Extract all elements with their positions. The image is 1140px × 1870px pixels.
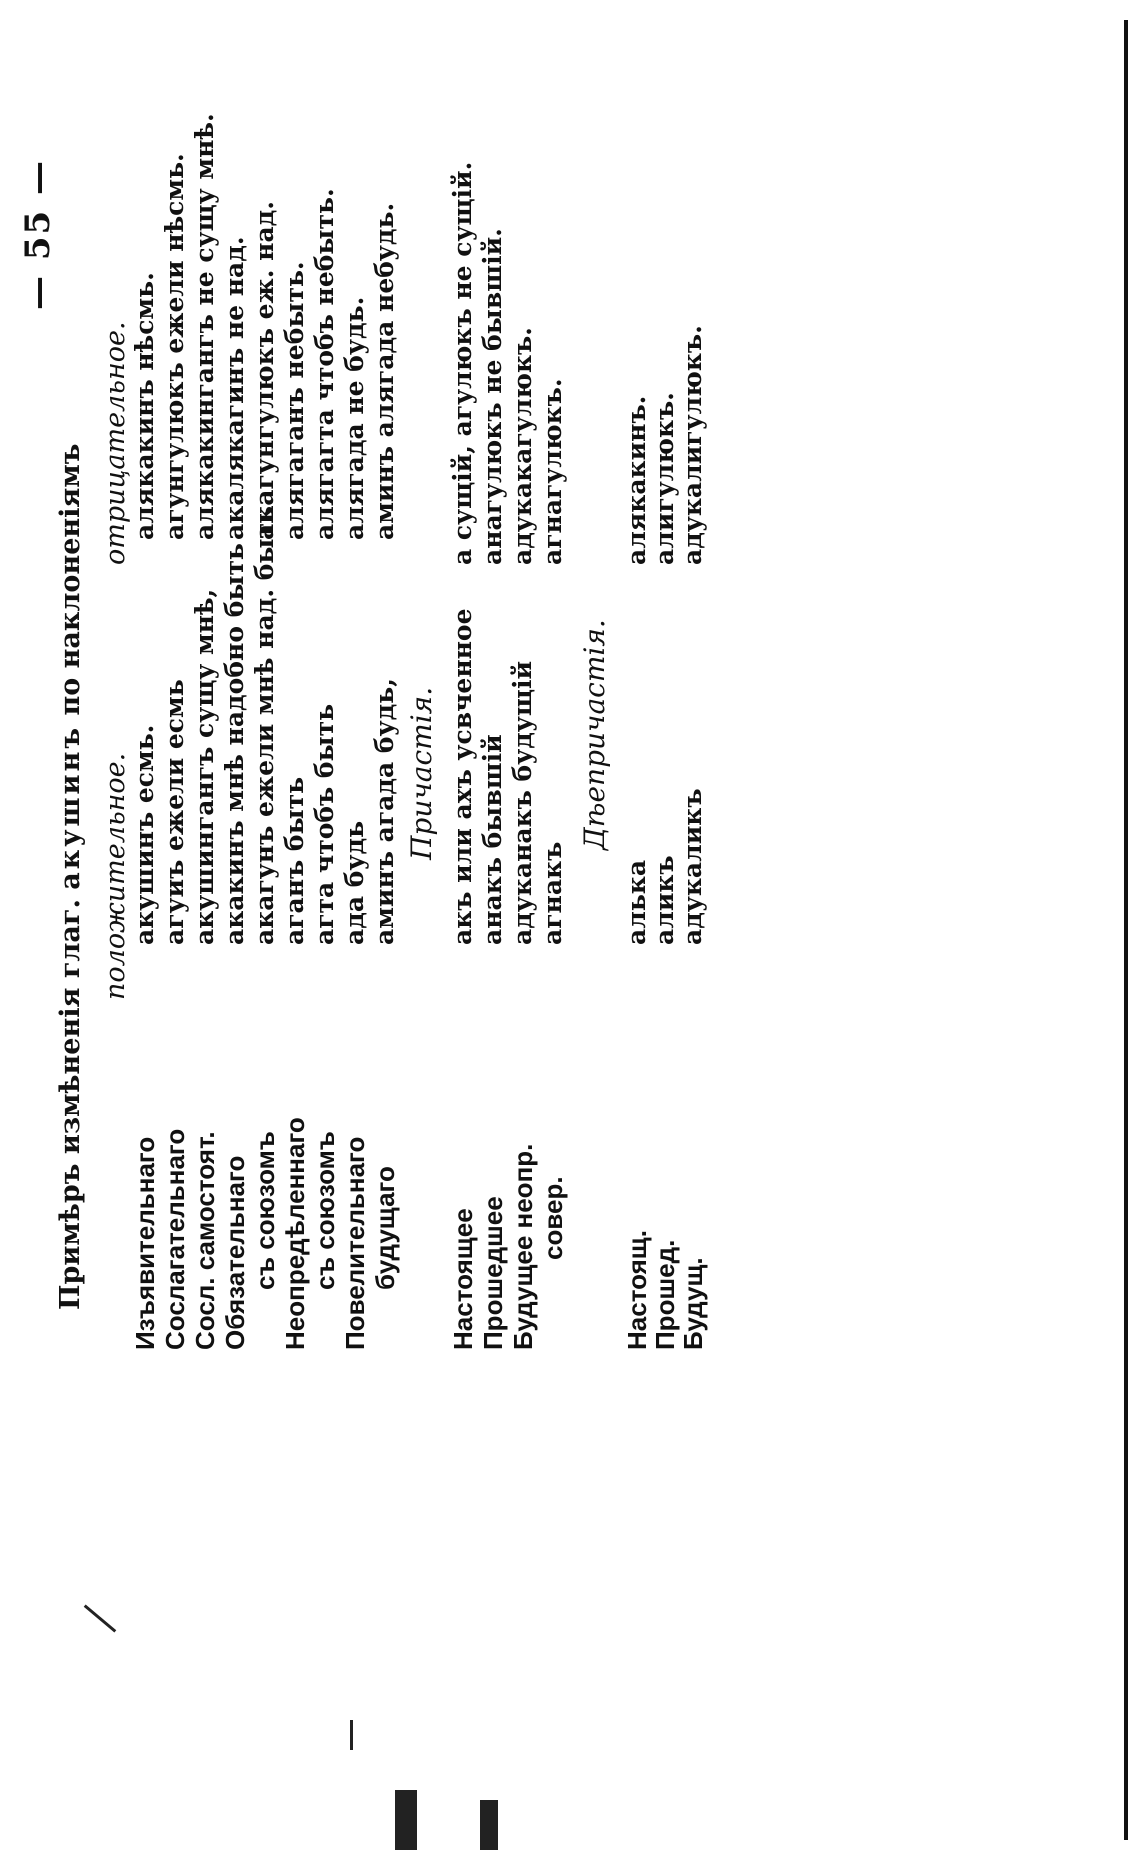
gerund-negative: алигулюкъ. xyxy=(650,392,679,565)
mood-negative: акалякагинъ не над. xyxy=(220,236,249,540)
mood-label: Неопредѣленнаго xyxy=(280,1117,310,1350)
mood-label: Сосл. самостоят. xyxy=(190,1131,220,1350)
negative-header: отрицательное. xyxy=(100,321,131,565)
title-suffix: по наклоненіямъ xyxy=(55,443,86,716)
mood-negative: алягада не будь. xyxy=(340,296,369,540)
title-word: акушинъ xyxy=(55,724,86,890)
mood-negative: аминъ алягада небудь. xyxy=(370,202,399,540)
gerund-label: Настоящ. xyxy=(622,1230,652,1350)
mood-negative: алягаганъ небыть. xyxy=(280,261,309,540)
gerund-positive: адукаликъ xyxy=(678,788,707,945)
mood-label: Сослагательнаго xyxy=(160,1128,190,1350)
mood-label: будущаго xyxy=(370,1166,400,1290)
mood-label: Повелительнаго xyxy=(340,1136,370,1350)
gerund-positive: алька xyxy=(622,859,651,945)
participle-negative: анагулюкъ не бывшій. xyxy=(478,228,507,565)
gerund-positive: аликъ xyxy=(650,855,679,945)
positive-header: положительное. xyxy=(100,752,131,1000)
mood-negative: алякакинъ нѣсмь. xyxy=(130,272,159,540)
participle-positive: агнакъ xyxy=(538,841,567,945)
page-number: — 55 — xyxy=(18,159,58,310)
mood-negative: алякакингангъ не сущу мнѣ. xyxy=(190,113,219,540)
mood-label: съ союзомъ xyxy=(310,1131,340,1290)
mood-label: Обязательнаго xyxy=(220,1155,250,1350)
mood-positive: агта чтобъ быть xyxy=(310,703,339,945)
participle-positive: анакъ бывшій xyxy=(478,734,507,945)
participle-negative: агнагулюкъ. xyxy=(538,378,567,565)
mood-positive: аганъ быть xyxy=(280,776,309,945)
mood-positive: аминъ агада будь, xyxy=(370,678,399,945)
mood-label: Изъявительнаго xyxy=(130,1136,160,1350)
mood-positive: акушинъ есмь. xyxy=(130,724,159,945)
mood-negative: агунгулюкъ ежели нѣсмь. xyxy=(160,153,189,540)
scan-artifact xyxy=(480,1800,498,1850)
page-edge-line xyxy=(1124,20,1128,1840)
participle-positive: адуканакъ будущій xyxy=(508,661,537,945)
participle-negative: а сущій, агулюкъ не сущій. xyxy=(448,161,477,565)
mood-positive: акушингангъ сущу мнѣ, xyxy=(190,588,219,945)
participle-label: Прошедшее xyxy=(478,1196,508,1350)
gerunds-title: Дѣепричастія. xyxy=(578,619,611,850)
participle-label: Настоящее xyxy=(448,1208,478,1350)
mood-positive: акакинъ мнѣ надобно быть xyxy=(220,543,249,945)
scan-artifact xyxy=(395,1790,417,1850)
title-prefix: Примѣръ измѣненія глаг. xyxy=(55,899,86,1310)
participle-label: совер. xyxy=(538,1176,568,1260)
mood-negative: алягагта чтобъ небыть. xyxy=(310,188,339,540)
page-title xyxy=(55,443,86,1310)
mood-negative: акагунгулюкъ еж. над. xyxy=(250,200,279,540)
scan-artifact xyxy=(84,1604,117,1632)
gerund-negative: алякакинъ. xyxy=(622,395,651,565)
participles-title: Причастія. xyxy=(405,686,438,860)
mood-positive: агуиъ ежели есмь xyxy=(160,679,189,945)
gerund-label: Будущ. xyxy=(678,1257,708,1350)
participle-label: Будущее неопр. xyxy=(508,1143,538,1350)
participle-negative: адукакагулюкъ. xyxy=(508,327,537,565)
mood-positive: акагунъ ежели мнѣ над. быть xyxy=(250,506,279,945)
gerund-label: Прошед. xyxy=(650,1239,680,1350)
scan-artifact xyxy=(350,1720,353,1750)
participle-positive: акъ или ахъ усвченное xyxy=(448,608,477,945)
gerund-negative: адукалигулюкъ. xyxy=(678,325,707,565)
mood-positive: ада будь xyxy=(340,820,369,945)
mood-label: съ союзомъ xyxy=(250,1131,280,1290)
